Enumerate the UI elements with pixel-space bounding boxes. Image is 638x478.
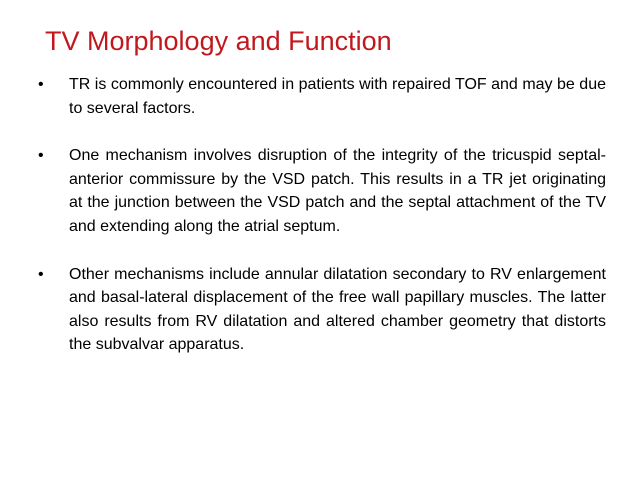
bullet-dot-icon: •: [38, 265, 44, 283]
bullet-item-2: [38, 144, 606, 238]
bullet-text-2: One mechanism involves disruption of the integrity of the tricuspid septal-anterior commissure by the VSD patch. This results in a TR jet originating at the junction between the VSD patch and the septal attachment of the TV and extending along the atrial septum.: [69, 147, 606, 235]
bullet-item-3: [38, 263, 606, 357]
bullet-text-3: Other mechanisms include annular dilatation secondary to RV enlargement and basal-lateral displacement of the free wall papillary muscles. The latter also results from RV dilatation and altered chamber geometry that distorts the subvalvar apparatus.: [69, 265, 606, 354]
bullet-text-1: TR is commonly encountered in patients with repaired TOF and may be due to several factors.: [69, 76, 606, 117]
bullet-list: [38, 73, 606, 381]
bullet-item-1: [38, 73, 606, 120]
bullet-dot-icon: •: [38, 76, 44, 93]
bullet-dot-icon: •: [38, 147, 44, 165]
slide-title: TV Morphology and Function: [45, 26, 392, 56]
